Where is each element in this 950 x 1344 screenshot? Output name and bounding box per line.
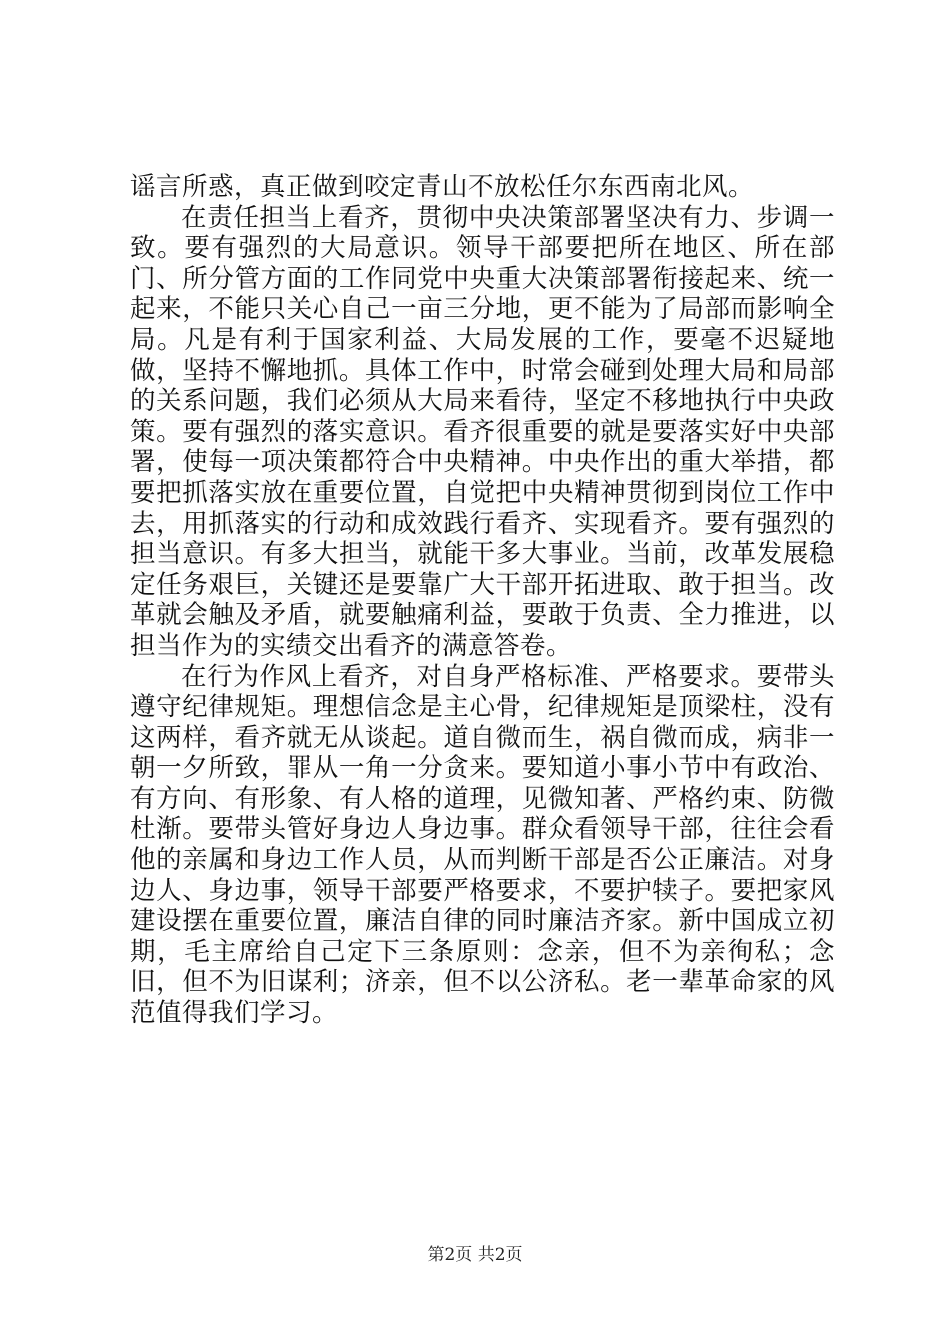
document-body xyxy=(130,172,835,1029)
paragraph-conduct: 在行为作风上看齐，对自身严格标准、严格要求。要带头遵守纪律规矩。理想信念是主心骨，纪律规矩是顶梁柱，没有这两样，看齐就无从谈起。道自微而生，祸自微而成，病非一朝一夕所致，罪从一角一分贪来。要知道小事小节中有政治、有方向、有形象、有人格的道理，见微知著、严格约束、防微杜渐。要带头管好身边人身边事。群众看领导干部，往往会看他的亲属和身边工作人员，从而判断干部是否公正廉洁。对身边人、身边事，领导干部要严格要求，不要护犊子。要把家风建设摆在重要位置，廉洁自律的同时廉洁齐家。新中国成立初期，毛主席给自己定下三条原则：念亲，但不为亲徇私；念旧，但不为旧谋利；济亲，但不以公济私。老一辈革命家的风范值得我们学习。 xyxy=(130,661,835,1029)
paragraph-responsibility: 在责任担当上看齐，贯彻中央决策部署坚决有力、步调一致。要有强烈的大局意识。领导干部要把所在地区、所在部门、所分管方面的工作同党中央重大决策部署衔接起来、统一起来，不能只关心自己一亩三分地，更不能为了局部而影响全局。凡是有利于国家利益、大局发展的工作，要毫不迟疑地做，坚持不懈地抓。具体工作中，时常会碰到处理大局和局部的关系问题，我们必须从大局来看待，坚定不移地执行中央政策。要有强烈的落实意识。看齐很重要的就是要落实好中央部署，使每一项决策都符合中央精神。中央作出的重大举措，都要把抓落实放在重要位置，自觉把中央精神贯彻到岗位工作中去，用抓落实的行动和成效践行看齐、实现看齐。要有强烈的担当意识。有多大担当，就能干多大事业。当前，改革发展稳定任务艰巨，关键还是要靠广大干部开拓进取、敢于担当。改革就会触及矛盾，就要触痛利益，要敢于负责、全力推进，以担当作为的实绩交出看齐的满意答卷。 xyxy=(130,202,835,661)
page-number-footer: 第2页 共2页 xyxy=(427,1245,523,1265)
paragraph-continuation: 谣言所惑，真正做到咬定青山不放松任尔东西南北风。 xyxy=(130,172,755,202)
